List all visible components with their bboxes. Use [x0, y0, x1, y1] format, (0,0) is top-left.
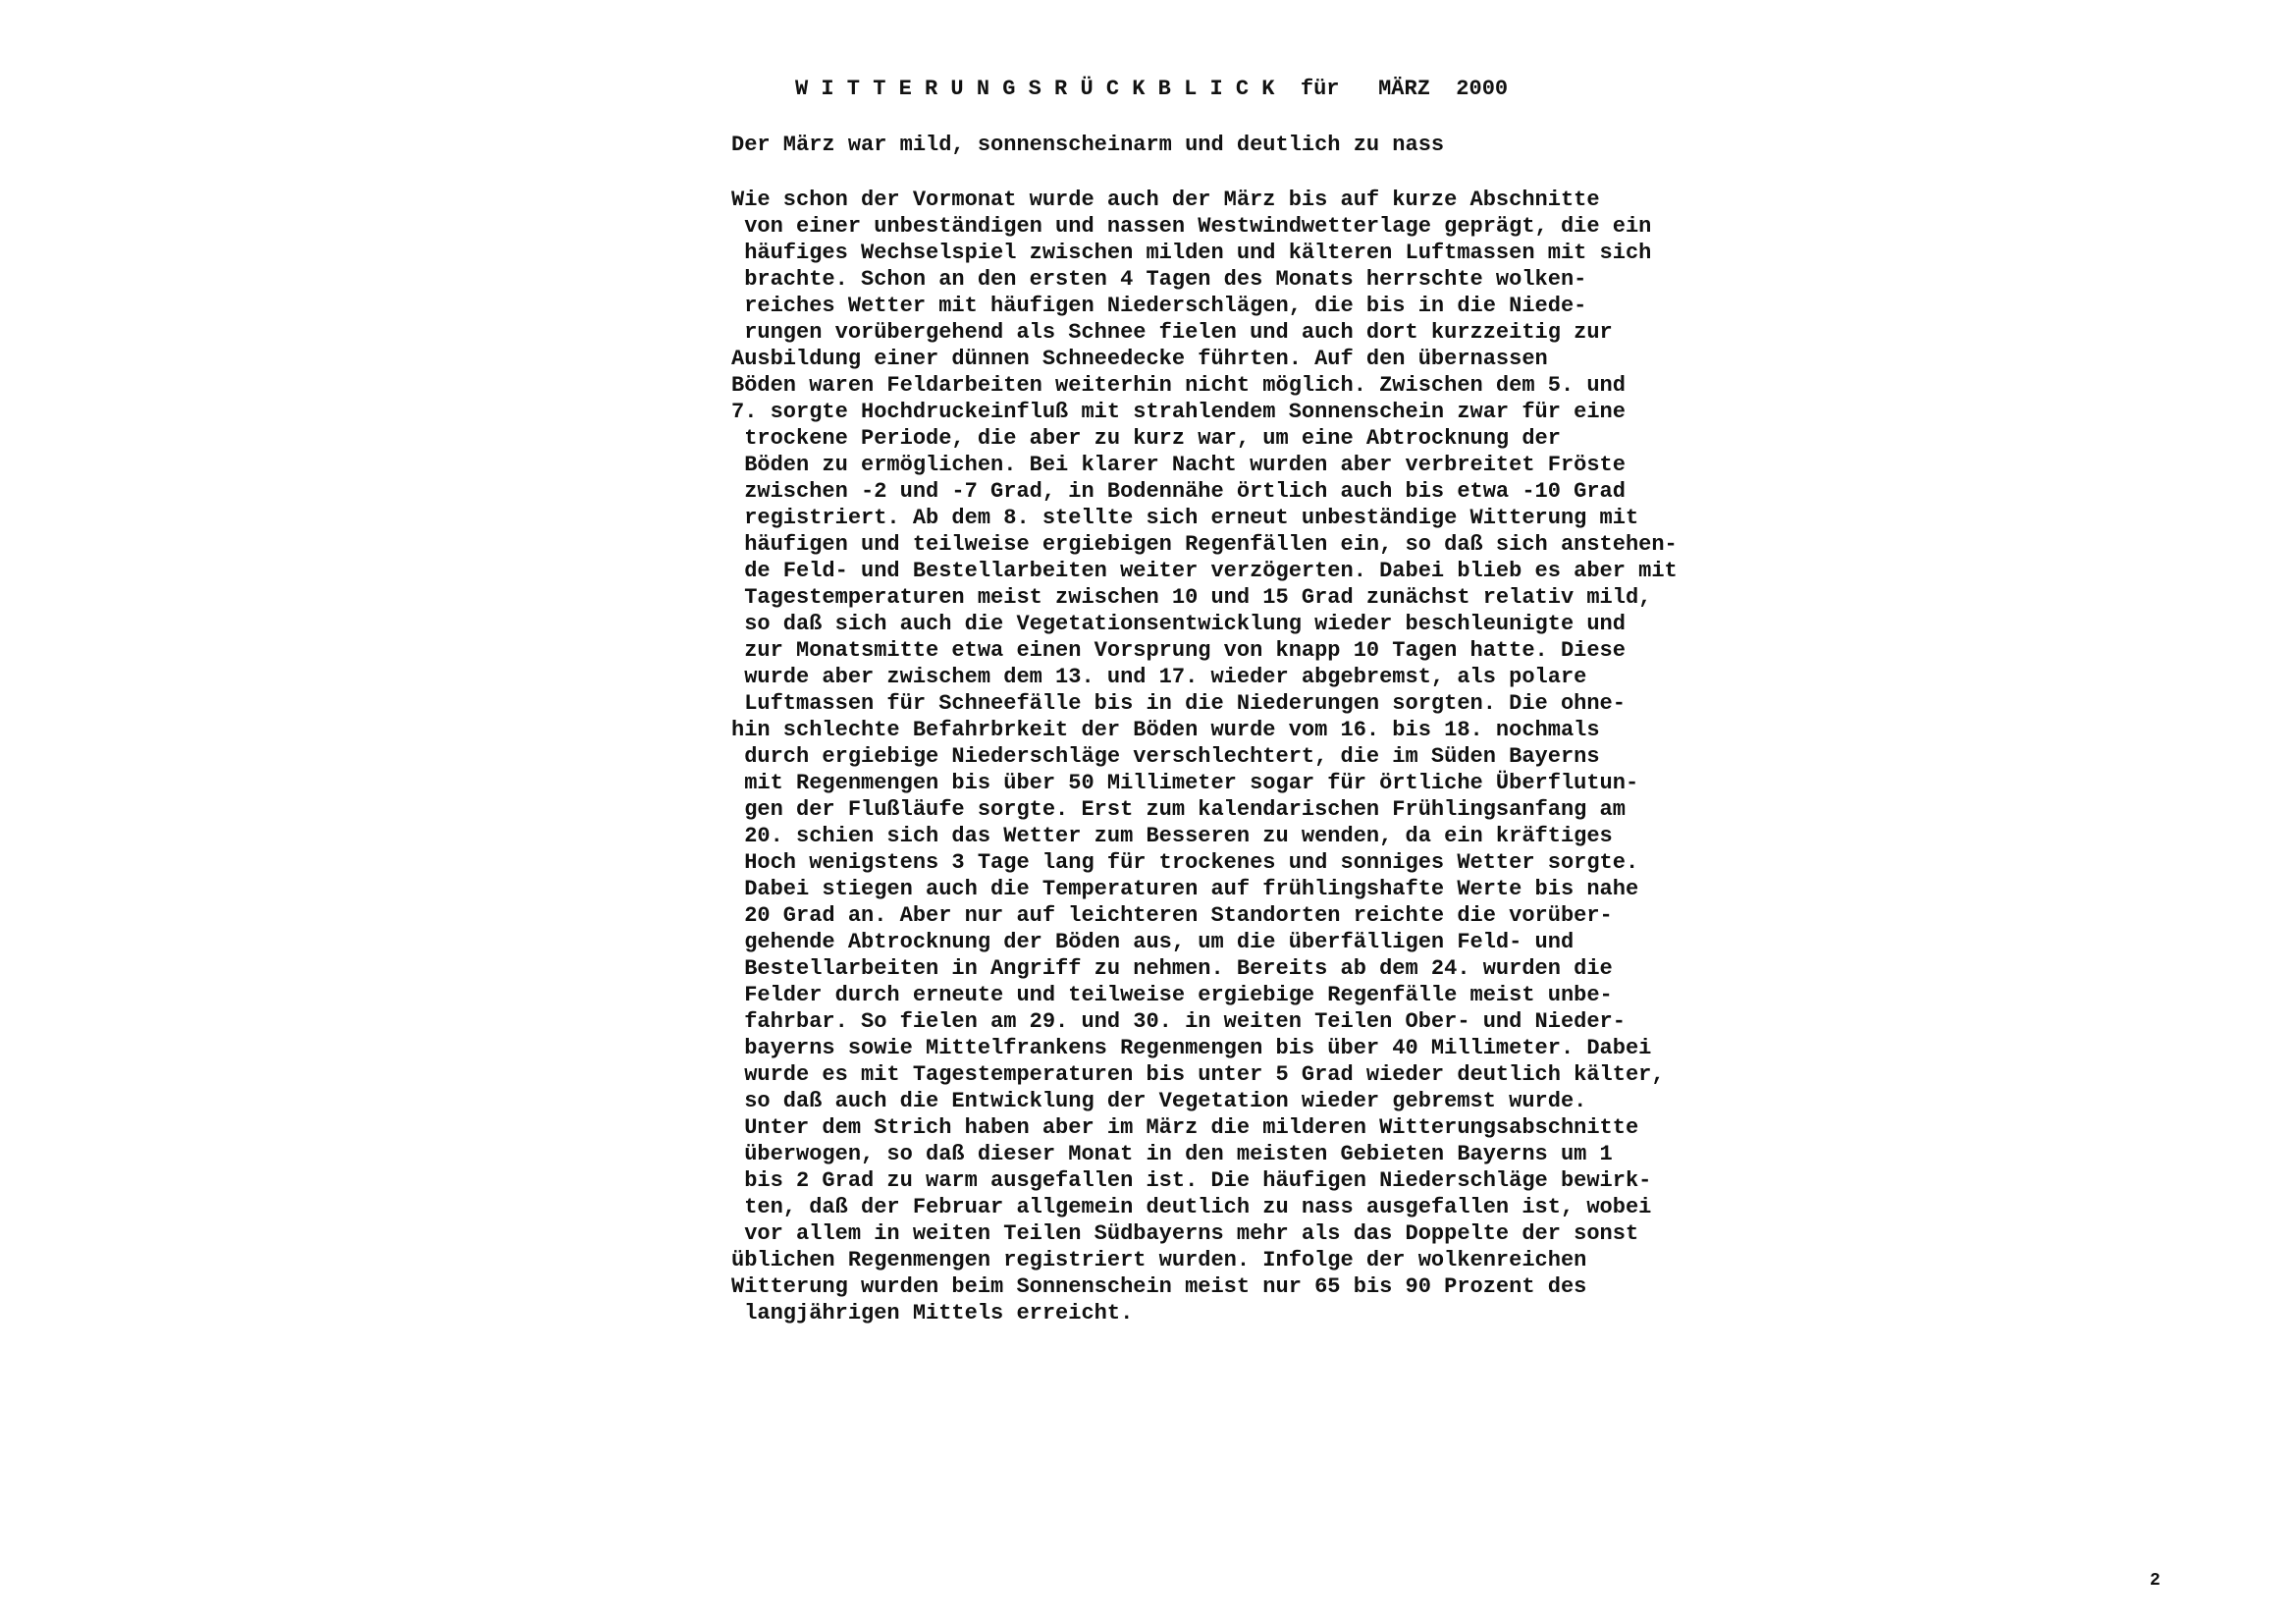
body-line: durch ergiebige Niederschläge verschlechtert, die im Süden Bayerns [731, 744, 1600, 769]
body-line: wurde es mit Tagestemperaturen bis unter 5 Grad wieder deutlich kälter, [731, 1062, 1665, 1087]
body-line: 7. sorgte Hochdruckeinfluß mit strahlendem Sonnenschein zwar für eine [731, 400, 1626, 424]
body-line: wurde aber zwischem dem 13. und 17. wieder abgebremst, als polare [731, 665, 1587, 689]
body-line: üblichen Regenmengen registriert wurden. Infolge der wolkenreichen [731, 1248, 1587, 1272]
body-line: von einer unbeständigen und nassen Westwindwetterlage geprägt, die ein [731, 214, 1652, 239]
body-line: Böden zu ermöglichen. Bei klarer Nacht wurden aber verbreitet Fröste [731, 453, 1626, 477]
body-line: gen der Flußläufe sorgte. Erst zum kalendarischen Frühlingsanfang am [731, 797, 1626, 822]
body-line: Tagestemperaturen meist zwischen 10 und 15 Grad zunächst relativ mild, [731, 585, 1652, 610]
body-line: Felder durch erneute und teilweise ergiebige Regenfälle meist unbe- [731, 983, 1613, 1007]
body-line: Dabei stiegen auch die Temperaturen auf frühlingshafte Werte bis nahe [731, 877, 1639, 901]
body-line: 20. schien sich das Wetter zum Besseren zu wenden, da ein kräftiges [731, 824, 1613, 848]
body-line: Ausbildung einer dünnen Schneedecke führten. Auf den übernassen [731, 347, 1548, 371]
document-subtitle: Der März war mild, sonnenscheinarm und deutlich zu nass [731, 133, 1445, 157]
body-line: Bestellarbeiten in Angriff zu nehmen. Bereits ab dem 24. wurden die [731, 956, 1613, 981]
body-line: bis 2 Grad zu warm ausgefallen ist. Die häufigen Niederschläge bewirk- [731, 1168, 1652, 1193]
body-line: Böden waren Feldarbeiten weiterhin nicht möglich. Zwischen dem 5. und [731, 373, 1626, 398]
body-line: häufiges Wechselspiel zwischen milden und kälteren Luftmassen mit sich [731, 241, 1652, 265]
body-line: gehende Abtrocknung der Böden aus, um die überfälligen Feld- und [731, 930, 1575, 954]
body-line: registriert. Ab dem 8. stellte sich erneut unbeständige Witterung mit [731, 506, 1639, 530]
document-title: W I T T E R U N G S R Ü C K B L I C K für MÄRZ 2000 [795, 77, 1509, 101]
body-line: 20 Grad an. Aber nur auf leichteren Standorten reichte die vorüber- [731, 903, 1613, 928]
body-line: Wie schon der Vormonat wurde auch der März bis auf kurze Abschnitte [731, 188, 1600, 212]
body-line: langjährigen Mittels erreicht. [731, 1301, 1134, 1325]
body-line: ten, daß der Februar allgemein deutlich zu nass ausgefallen ist, wobei [731, 1195, 1652, 1219]
document-body [731, 187, 1811, 1326]
body-line: Unter dem Strich haben aber im März die milderen Witterungsabschnitte [731, 1115, 1639, 1140]
body-line: rungen vorübergehend als Schnee fielen und auch dort kurzzeitig zur [731, 320, 1613, 345]
body-line: mit Regenmengen bis über 50 Millimeter sogar für örtliche Überflutun- [731, 771, 1639, 795]
body-line: häufigen und teilweise ergiebigen Regenfällen ein, so daß sich anstehen- [731, 532, 1678, 557]
body-line: zwischen -2 und -7 Grad, in Bodennähe örtlich auch bis etwa -10 Grad [731, 479, 1626, 504]
page-number: 2 [2150, 1571, 2161, 1591]
body-line: de Feld- und Bestellarbeiten weiter verzögerten. Dabei blieb es aber mit [731, 559, 1678, 583]
body-line: trockene Periode, die aber zu kurz war, um eine Abtrocknung der [731, 426, 1561, 451]
body-line: so daß sich auch die Vegetationsentwicklung wieder beschleunigte und [731, 612, 1626, 636]
body-line: brachte. Schon an den ersten 4 Tagen des Monats herrschte wolken- [731, 267, 1587, 292]
body-line: so daß auch die Entwicklung der Vegetation wieder gebremst wurde. [731, 1089, 1587, 1113]
body-line: reiches Wetter mit häufigen Niederschlägen, die bis in die Niede- [731, 294, 1587, 318]
body-line: hin schlechte Befahrbrkeit der Böden wurde vom 16. bis 18. nochmals [731, 718, 1600, 742]
body-line: Witterung wurden beim Sonnenschein meist nur 65 bis 90 Prozent des [731, 1274, 1587, 1299]
body-line: vor allem in weiten Teilen Südbayerns mehr als das Doppelte der sonst [731, 1221, 1639, 1246]
body-line: überwogen, so daß dieser Monat in den meisten Gebieten Bayerns um 1 [731, 1142, 1613, 1166]
body-line: fahrbar. So fielen am 29. und 30. in weiten Teilen Ober- und Nieder- [731, 1009, 1626, 1034]
body-line: Hoch wenigstens 3 Tage lang für trockenes und sonniges Wetter sorgte. [731, 850, 1639, 875]
body-line: zur Monatsmitte etwa einen Vorsprung von knapp 10 Tagen hatte. Diese [731, 638, 1626, 663]
body-line: Luftmassen für Schneefälle bis in die Niederungen sorgten. Die ohne- [731, 691, 1626, 716]
body-line: bayerns sowie Mittelfrankens Regenmengen bis über 40 Millimeter. Dabei [731, 1036, 1652, 1060]
